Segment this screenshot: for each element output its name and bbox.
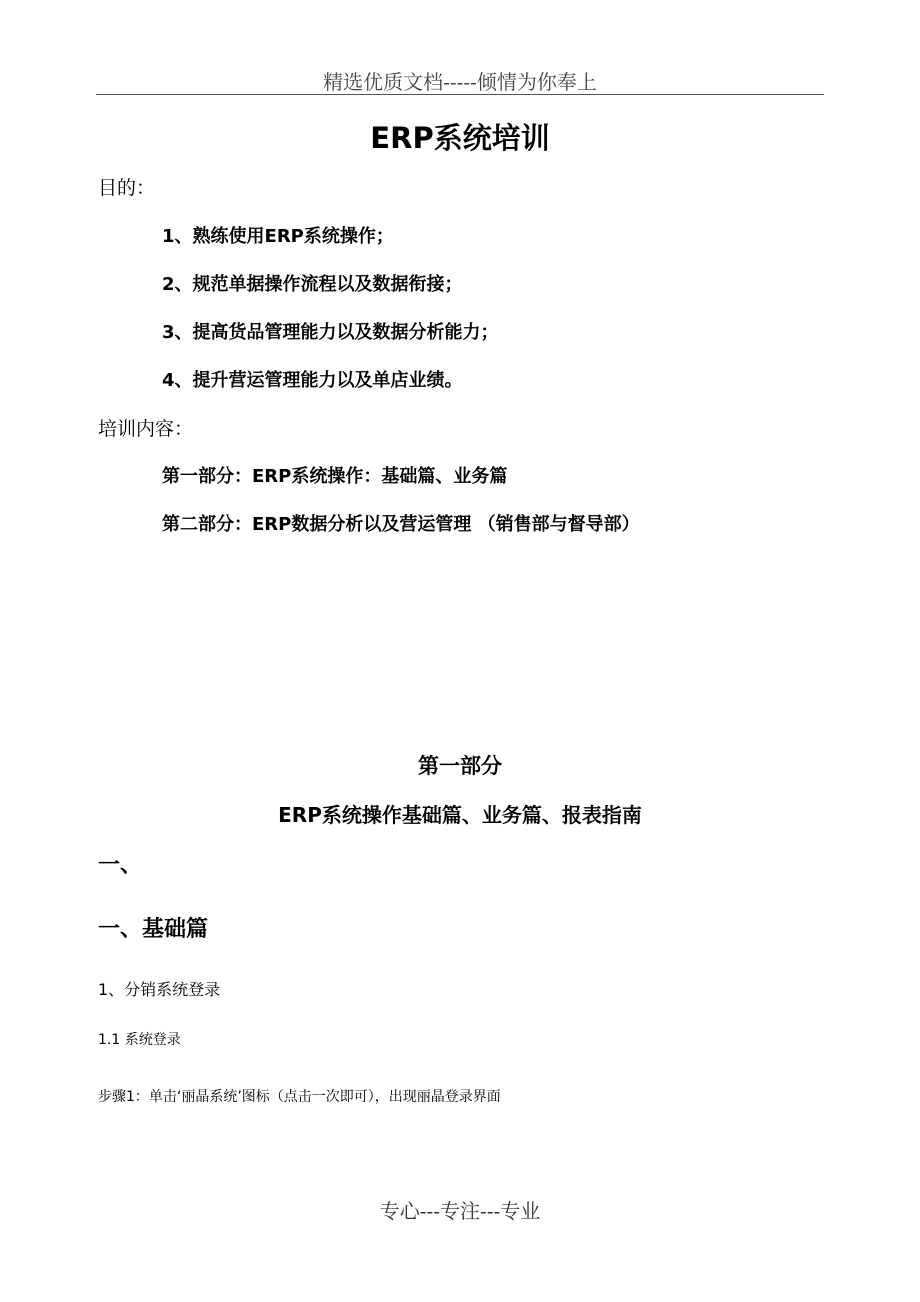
page-footer: 专心---专注---专业: [379, 1199, 541, 1223]
purpose-item-1: 1、熟练使用ERP系统操作；: [162, 226, 394, 247]
training-item-2: 第二部分：ERP数据分析以及营运管理 （销售部与督导部）: [162, 514, 640, 535]
part-one-heading: 第一部分: [418, 754, 502, 778]
header-divider: [96, 94, 824, 95]
section-numbering: 一、: [98, 853, 143, 878]
section-heading-basics: 一、基础篇: [98, 917, 209, 942]
purpose-item-3: 3、提高货品管理能力以及数据分析能力；: [162, 322, 499, 343]
purpose-label: 目的：: [98, 177, 156, 199]
purpose-item-2: 2、规范单据操作流程以及数据衔接；: [162, 274, 463, 295]
page-header: 精选优质文档-----倾情为你奉上: [323, 70, 597, 94]
training-label: 培训内容：: [98, 418, 194, 440]
part-one-subheading: ERP系统操作基础篇、业务篇、报表指南: [278, 803, 642, 827]
purpose-item-4: 4、提升营运管理能力以及单店业绩。: [162, 370, 463, 391]
step-1-text: 步骤1：单击‘丽晶系统’图标（点击一次即可），出现丽晶登录界面: [98, 1089, 501, 1105]
subsection-system-login: 1.1 系统登录: [98, 1032, 181, 1048]
document-title: ERP系统培训: [370, 121, 550, 155]
training-item-1: 第一部分：ERP系统操作：基础篇、业务篇: [162, 466, 508, 487]
subsection-login: 1、分销系统登录: [98, 980, 221, 999]
